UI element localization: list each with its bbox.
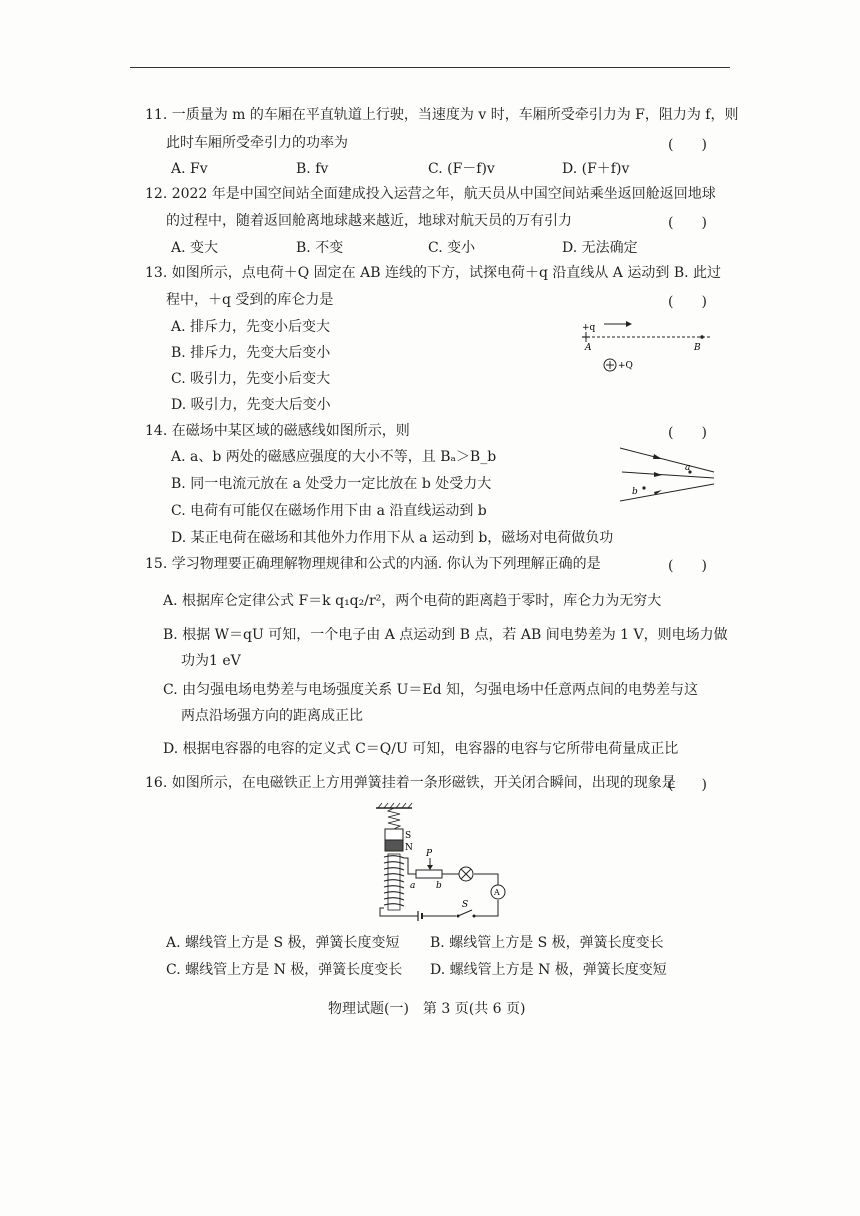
q12-stem-line1: 12. 2022 年是中国空间站全面建成投入运营之年，航天员从中国空间站乘坐返回舱返回地球 <box>145 186 716 202</box>
q16-fig-label-switch: S <box>462 900 469 910</box>
q14-option-b: B. 同一电流元放在 a 处受力一定比放在 b 处受力大 <box>171 476 492 492</box>
q13-figure <box>560 312 720 376</box>
q13-option-d: D. 吸引力，先变大后变小 <box>171 397 331 413</box>
q15-option-a: A. 根据库仑定律公式 F＝k q₁q₂/r²，两个电荷的距离趋于零时，库仑力为无穷大 <box>163 593 662 609</box>
q15-stem: 15. 学习物理要正确理解物理规律和公式的内涵. 你认为下列理解正确的是 <box>145 556 601 572</box>
q15-answer-paren: ( ) <box>668 558 707 574</box>
q13-option-c: C. 吸引力，先变小后变大 <box>171 371 331 387</box>
q14-magnetic-field-figure <box>618 444 718 504</box>
q14-option-a: A. a、b 两处的磁感应强度的大小不等，且 Bₐ＞B_b <box>171 449 497 465</box>
q16-fig-label-n: N <box>405 843 413 853</box>
q16-option-d: D. 螺线管上方是 N 极，弹簧长度变短 <box>430 962 667 978</box>
q11-stem-line2: 此时车厢所受牵引力的功率为 <box>166 135 348 151</box>
q11-answer-paren: ( ) <box>668 137 707 153</box>
q11-option-c: C. (F－f)v <box>428 161 495 177</box>
page-footer: 物理试题(一) 第 3 页(共 6 页) <box>328 1001 526 1017</box>
q16-fig-label-a: a <box>410 881 416 891</box>
q16-circuit-figure <box>368 800 518 922</box>
q16-fig-label-ammeter: A <box>494 888 500 897</box>
q12-option-a: A. 变大 <box>171 240 219 256</box>
q13-stem-line2: 程中，＋q 受到的库仑力是 <box>166 292 334 308</box>
q16-fig-label-b: b <box>436 881 442 891</box>
q15-option-c-line2: 两点沿场强方向的距离成正比 <box>181 708 363 724</box>
q13-fig-label-b: B <box>694 343 701 353</box>
q15-option-d: D. 根据电容器的电容的定义式 C＝Q/U 可知，电容器的电容与它所带电荷量成正比 <box>163 741 679 757</box>
q13-option-a: A. 排斥力，先变小后变大 <box>171 319 331 335</box>
q16-stem: 16. 如图所示，在电磁铁正上方用弹簧挂着一条形磁铁，开关闭合瞬间，出现的现象是 <box>145 775 676 791</box>
q14-option-d: D. 某正电荷在磁场和其他外力作用下从 a 运动到 b，磁场对电荷做负功 <box>171 530 614 546</box>
q12-option-c: C. 变小 <box>428 240 476 256</box>
q13-fig-label-q: +q <box>582 323 596 333</box>
q16-fig-label-p: P <box>426 849 433 859</box>
q15-option-b-line2: 功为1 eV <box>181 653 241 669</box>
q12-answer-paren: ( ) <box>668 215 707 231</box>
q11-stem-line1: 11. 一质量为 m 的车厢在平直轨道上行驶，当速度为 v 时，车厢所受牵引力为 F，阻力为 f，则 <box>145 107 739 123</box>
q16-answer-paren: ( ) <box>668 777 707 793</box>
q14-answer-paren: ( ) <box>668 425 707 441</box>
q14-fig-label-b: b <box>632 487 638 497</box>
q12-option-d: D. 无法确定 <box>562 240 638 256</box>
q11-option-b: B. fv <box>296 161 329 177</box>
q12-option-b: B. 不变 <box>296 240 344 256</box>
q16-option-b: B. 螺线管上方是 S 极，弹簧长度变长 <box>430 935 664 951</box>
q15-option-b-line1: B. 根据 W＝qU 可知，一个电子由 A 点运动到 B 点，若 AB 间电势差为 1 V，则电场力做 <box>163 627 728 643</box>
q13-fig-label-bigq: +Q <box>618 361 633 371</box>
q16-fig-label-s: S <box>405 831 412 841</box>
q15-option-c-line1: C. 由匀强电场电势差与电场强度关系 U＝Ed 知，匀强电场中任意两点间的电势差与这 <box>163 682 698 698</box>
q13-option-b: B. 排斥力，先变大后变小 <box>171 345 331 361</box>
q14-stem: 14. 在磁场中某区域的磁感线如图所示，则 <box>145 423 410 439</box>
q12-stem-line2: 的过程中，随着返回舱离地球越来越近，地球对航天员的万有引力 <box>166 213 572 229</box>
q14-fig-label-a: a <box>685 463 691 473</box>
q11-option-a: A. Fv <box>171 161 208 177</box>
q11-option-d: D. (F＋f)v <box>562 161 630 177</box>
header-rule <box>130 67 730 68</box>
q16-option-a: A. 螺线管上方是 S 极，弹簧长度变短 <box>166 935 400 951</box>
q16-option-c: C. 螺线管上方是 N 极，弹簧长度变长 <box>166 962 403 978</box>
q13-answer-paren: ( ) <box>668 294 707 310</box>
q14-option-c: C. 电荷有可能仅在磁场作用下由 a 沿直线运动到 b <box>171 503 487 519</box>
q13-fig-label-a: A <box>585 343 592 353</box>
q13-stem-line1: 13. 如图所示，点电荷＋Q 固定在 AB 连线的下方，试探电荷＋q 沿直线从 A 运动到 B. 此过 <box>145 265 722 281</box>
